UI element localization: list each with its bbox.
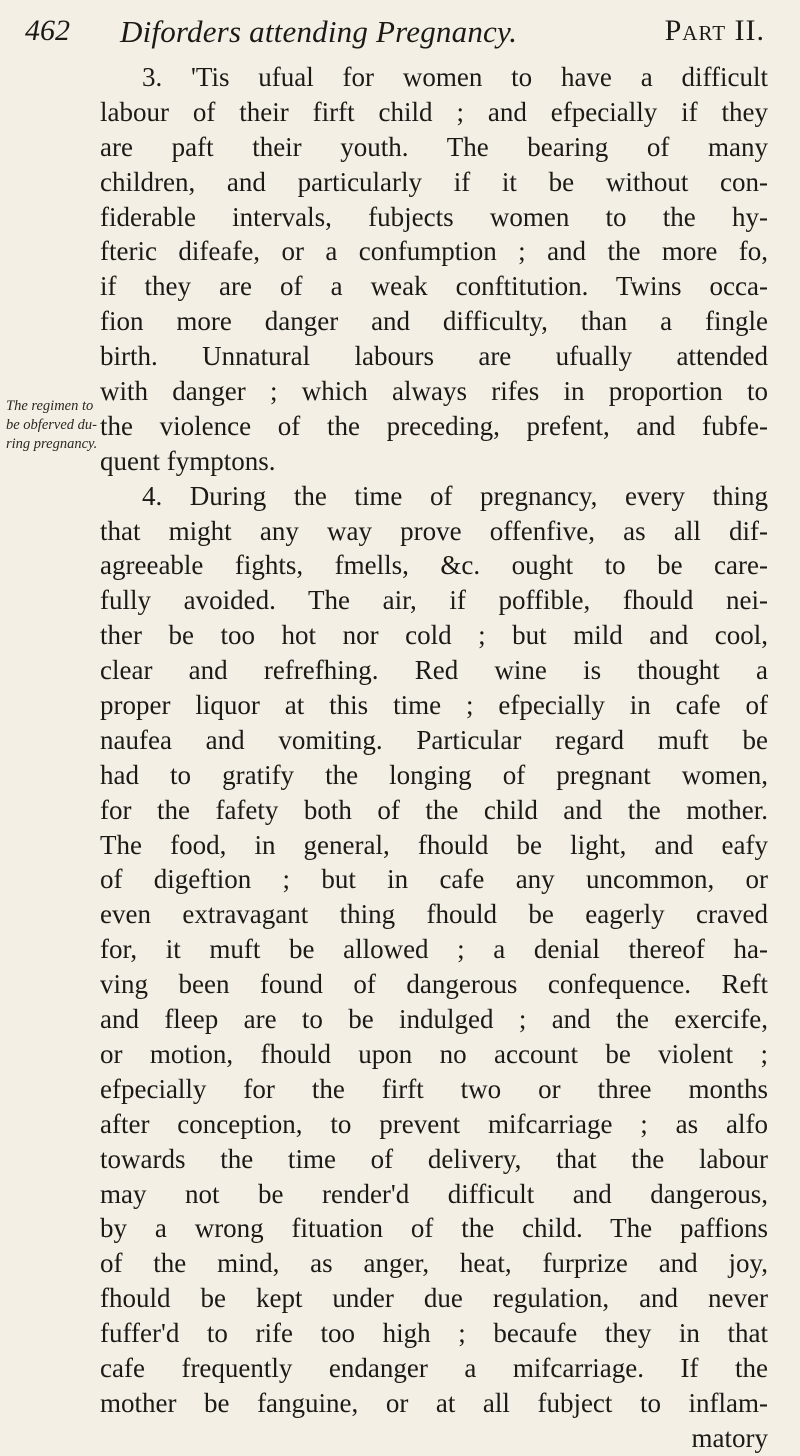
text-line: for the fafety both of the child and the mother. — [100, 794, 768, 825]
text-line: fiderable intervals, fubjects women to the hy- — [100, 201, 768, 232]
text-line: that might any way prove offenfive, as all dif- — [100, 515, 768, 546]
text-line: birth. Unnatural labours are ufually attended — [100, 341, 768, 372]
paragraph-4 — [100, 479, 768, 1421]
text-line: proper liquor at this time ; efpecially in cafe of — [100, 690, 768, 721]
body-text — [100, 60, 768, 1456]
text-line: ther be too hot nor cold ; but mild and cool, — [100, 620, 768, 651]
page-number: 462 — [25, 14, 70, 47]
text-line: fuffer'd to rife too high ; becaufe they in that — [100, 1318, 768, 1349]
text-line: if they are of a weak conftitution. Twins occa- — [100, 271, 768, 302]
text-line: are paft their youth. The bearing of many — [100, 131, 768, 162]
text-line: after conception, to prevent mifcarriage ; as alfo — [100, 1108, 768, 1139]
text-line: agreeable fights, fmells, &c. ought to be care- — [100, 550, 768, 581]
text-line: or motion, fhould upon no account be violent ; — [100, 1038, 768, 1069]
text-line: fteric difeafe, or a confumption ; and the more fo, — [100, 236, 768, 267]
text-line: labour of their firft child ; and efpecially if they — [100, 96, 768, 127]
text-line: 3. 'Tis ufual for women to have a difficult — [142, 62, 768, 92]
text-line: 4. During the time of pregnancy, every thing — [142, 480, 768, 511]
text-line: mother be fanguine, or at all fubject to inflam- — [100, 1387, 768, 1418]
margin-note-line: ring pregnancy. — [6, 436, 98, 452]
margin-note-line: be obferved du- — [6, 417, 97, 433]
margin-note — [6, 397, 98, 454]
text-line: for, it muft be allowed ; a denial thereof ha- — [100, 934, 768, 965]
text-line: by a wrong fituation of the child. The paffions — [100, 1213, 768, 1244]
text-line: had to gratify the longing of pregnant women, — [100, 759, 768, 790]
text-line: even extravagant thing fhould be eagerly craved — [100, 899, 768, 930]
page-header — [25, 14, 765, 58]
text-line: The food, in general, fhould be light, and eafy — [100, 829, 768, 860]
running-title: Diforders attending Pregnancy. — [120, 14, 518, 49]
paragraph-3 — [100, 60, 768, 479]
text-line: cafe frequently endanger a mifcarriage. If the — [100, 1352, 768, 1383]
text-line: clear and refrefhing. Red wine is thought a — [100, 655, 768, 686]
text-line: with danger ; which always rifes in proportion to — [100, 376, 768, 407]
margin-note-line: The regimen to — [6, 398, 94, 414]
text-line: fhould be kept under due regulation, and never — [100, 1283, 768, 1314]
text-line: of the mind, as anger, heat, furprize and joy, — [100, 1248, 768, 1279]
text-line: naufea and vomiting. Particular regard muft be — [100, 724, 768, 755]
text-line: quent fymptons. — [100, 445, 276, 476]
text-line: may not be render'd difficult and dangerous, — [100, 1178, 768, 1209]
part-label: Part II. — [664, 14, 765, 47]
text-line: fully avoided. The air, if poffible, fhould nei- — [100, 585, 768, 616]
text-line: fion more danger and difficulty, than a fingle — [100, 306, 768, 337]
catchword: matory — [691, 1422, 768, 1453]
text-line: ving been found of dangerous confequence. Reft — [100, 969, 768, 1000]
text-line: towards the time of delivery, that the labour — [100, 1143, 768, 1174]
text-line: of digeftion ; but in cafe any uncommon, or — [100, 864, 768, 895]
text-line: and fleep are to be indulged ; and the exercife, — [100, 1004, 768, 1035]
text-line: efpecially for the firft two or three months — [100, 1073, 768, 1104]
text-line: children, and particularly if it be without con- — [100, 166, 768, 197]
text-line: the violence of the preceding, prefent, and fubfe- — [100, 410, 768, 441]
